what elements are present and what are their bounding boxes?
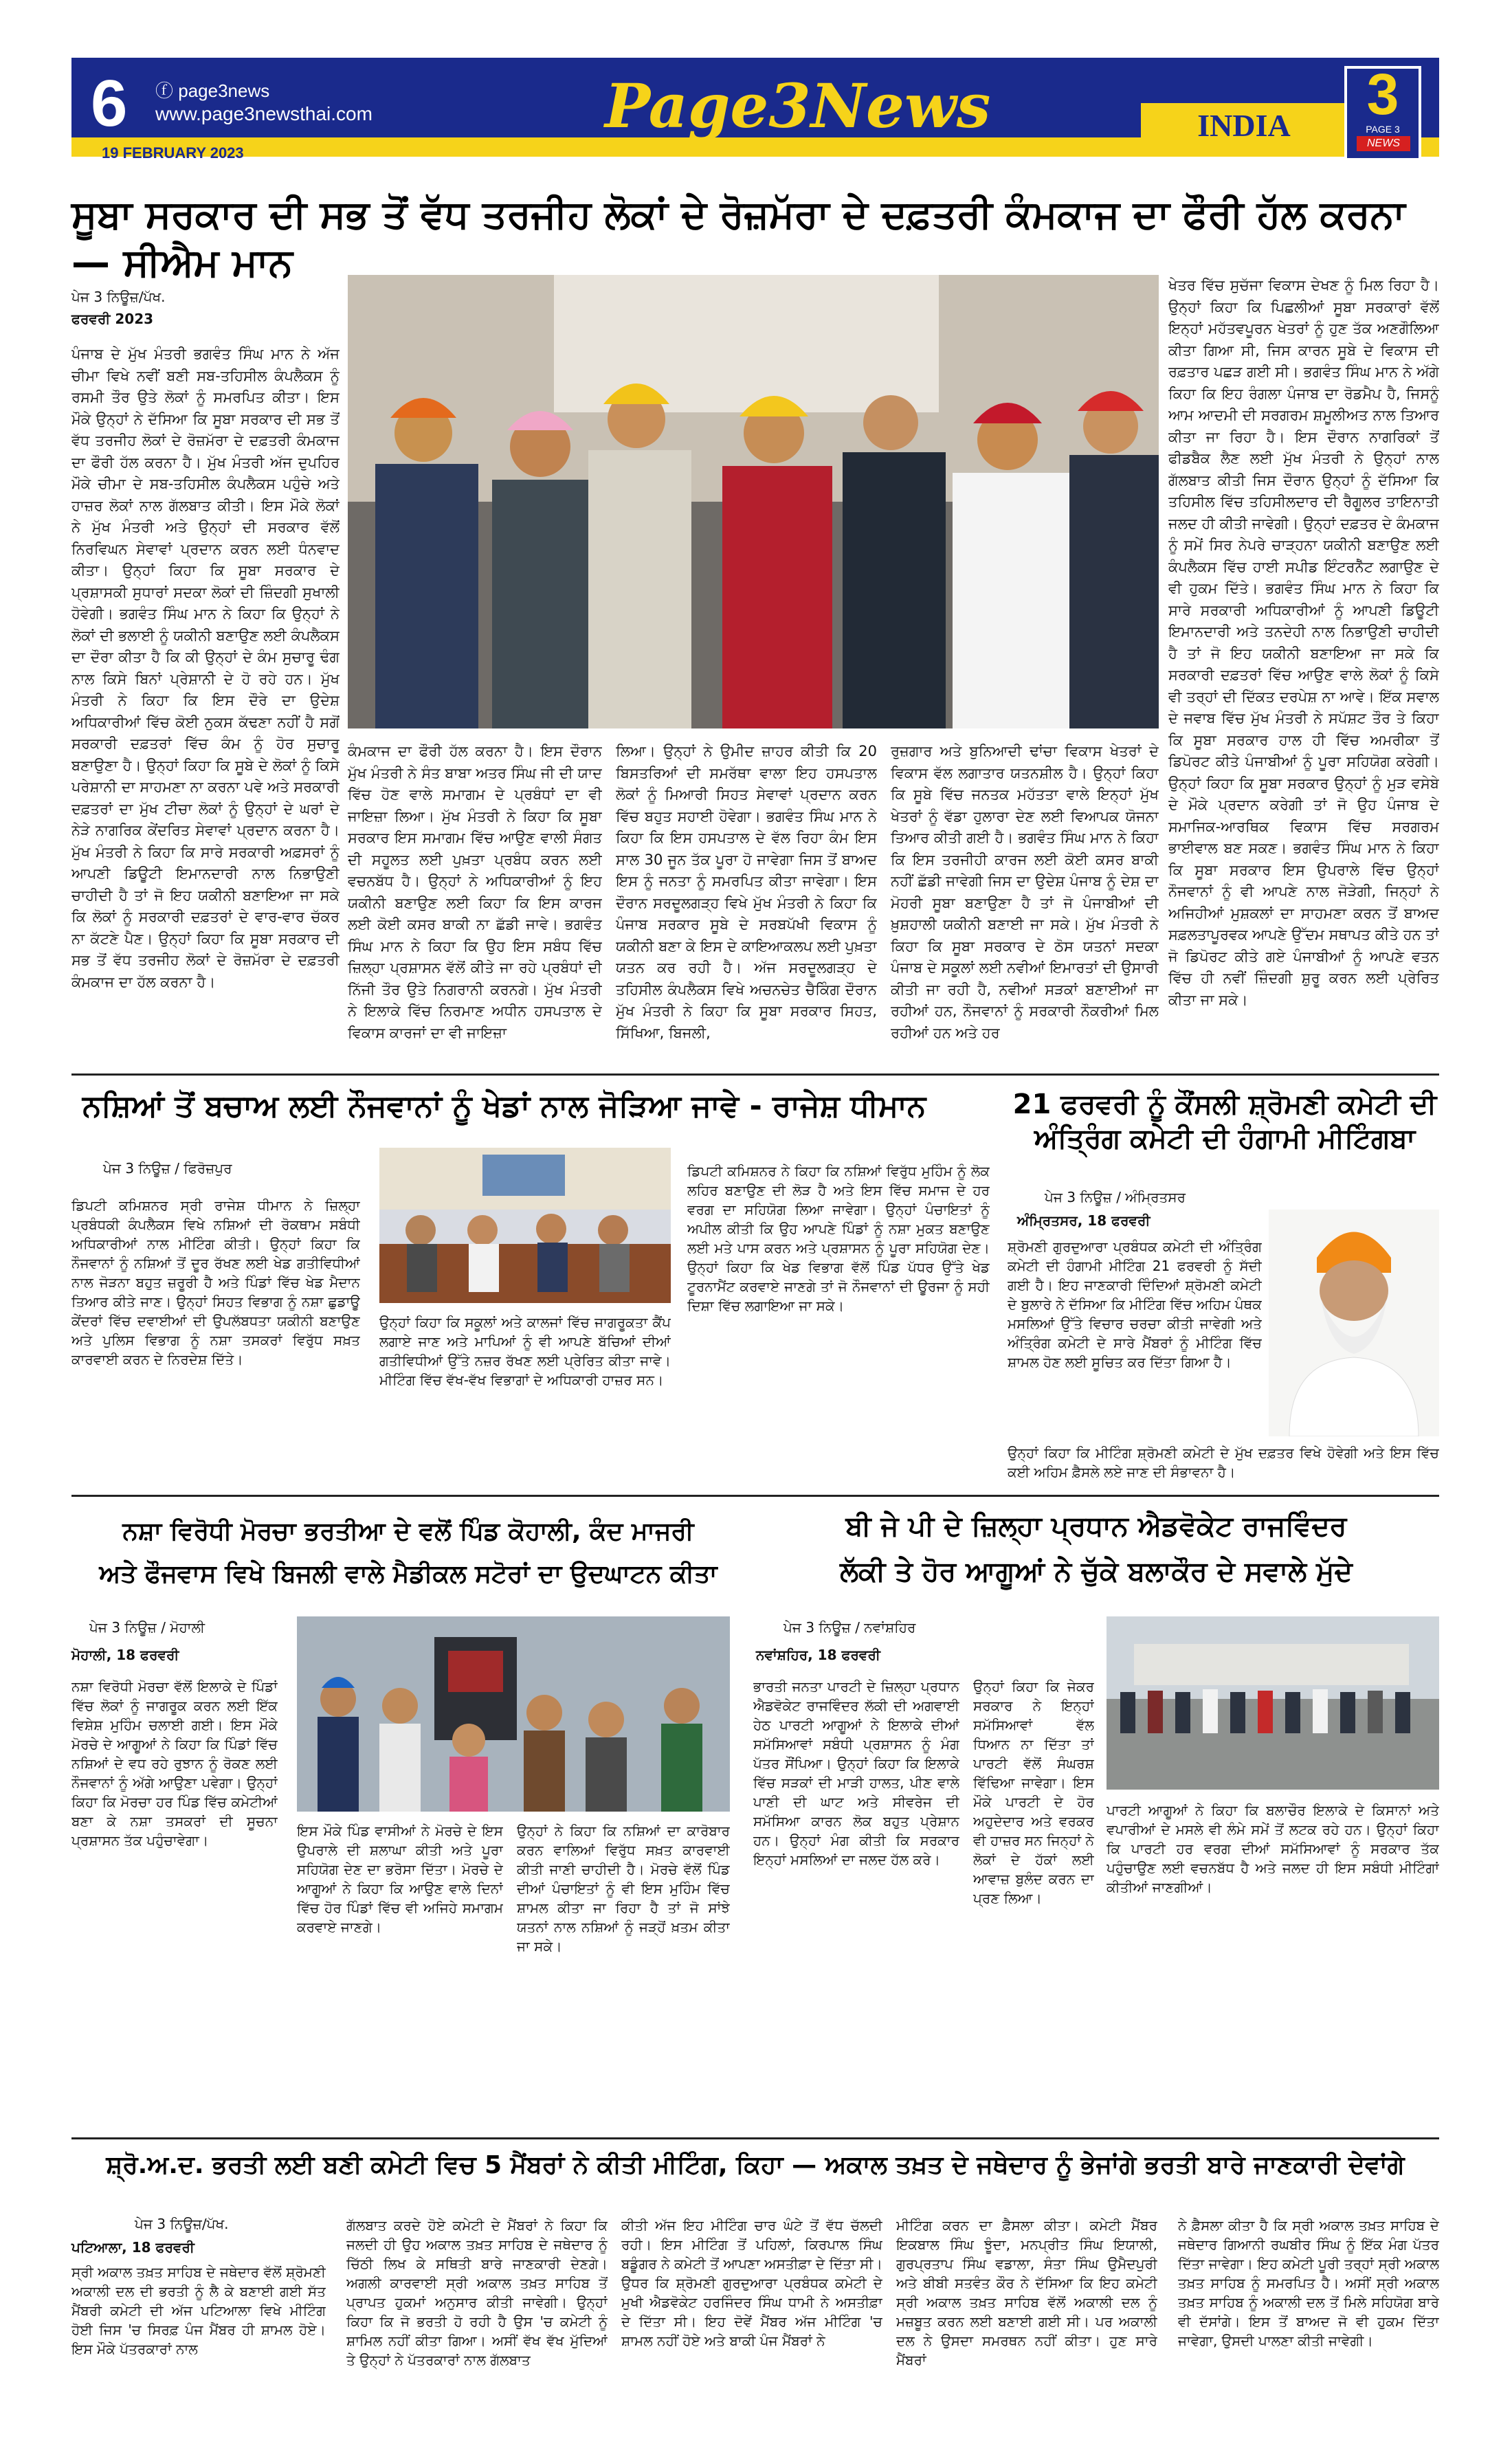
story2-column-2: ਉਨ੍ਹਾਂ ਕਿਹਾ ਕਿ ਸਕੂਲਾਂ ਅਤੇ ਕਾਲਜਾਂ ਵਿੱਚ ਜਾਗਰੂਕਤਾ ਕੈਂਪ ਲਗਾਏ ਜਾਣ ਅਤੇ ਮਾਪਿਆਂ ਨੂੰ ਵੀ ਆਪਣੇ ਬੱਚਿਆਂ ਦੀਆਂ ਗਤੀਵਿਧੀਆਂ ਉੱਤੇ ਨਜ਼ਰ ਰੱਖਣ ਲਈ ਪ੍ਰੇਰਿਤ ਕੀਤਾ ਜਾਵੇ। ਮੀਟਿੰਗ ਵਿੱਚ ਵੱਖ-ਵੱਖ ਵਿਭਾਗਾਂ ਦੇ ਅਧਿਕਾਰੀ ਹਾਜ਼ਰ ਸਨ। — [379, 1314, 671, 1388]
story2-column-3: ਡਿਪਟੀ ਕਮਿਸ਼ਨਰ ਨੇ ਕਿਹਾ ਕਿ ਨਸ਼ਿਆਂ ਵਿਰੁੱਧ ਮੁਹਿੰਮ ਨੂੰ ਲੋਕ ਲਹਿਰ ਬਣਾਉਣ ਦੀ ਲੋੜ ਹੈ ਅਤੇ ਇਸ ਵਿੱਚ ਸਮਾਜ ਦੇ ਹਰ ਵਰਗ ਦਾ ਸਹਿਯੋਗ ਲਿਆ ਜਾਵੇਗਾ। ਉਨ੍ਹਾਂ ਪੰਚਾਇਤਾਂ ਨੂੰ ਅਪੀਲ ਕੀਤੀ ਕਿ ਉਹ ਆਪਣੇ ਪਿੰਡਾਂ ਨੂੰ ਨਸ਼ਾ ਮੁਕਤ ਬਣਾਉਣ ਲਈ ਮਤੇ ਪਾਸ ਕਰਨ ਅਤੇ ਪ੍ਰਸ਼ਾਸਨ ਨੂੰ ਪੂਰਾ ਸਹਿਯੋਗ ਦੇਣ। ਉਨ੍ਹਾਂ ਕਿਹਾ ਕਿ ਖੇਡ ਵਿਭਾਗ ਵੱਲੋਂ ਪਿੰਡ ਪੱਧਰ ਉੱਤੇ ਖੇਡ ਟੂਰਨਾਮੈਂਟ ਕਰਵਾਏ ਜਾਣਗੇ ਤਾਂ ਜੋ ਨੌਜਵਾਨਾਂ ਦੀ ਊਰਜਾ ਨੂੰ ਸਹੀ ਦਿਸ਼ਾ ਵਿੱਚ ਲਗਾਇਆ ਜਾ ਸਕੇ। — [687, 1163, 990, 1314]
story1-column-3: ਲਿਆ। ਉਨ੍ਹਾਂ ਨੇ ਉਮੀਦ ਜ਼ਾਹਰ ਕੀਤੀ ਕਿ 20 ਬਿਸਤਰਿਆਂ ਦੀ ਸਮਰੱਥਾ ਵਾਲਾ ਇਹ ਹਸਪਤਾਲ ਲੋਕਾਂ ਨੂੰ ਮਿਆਰੀ ਸਿਹਤ ਸੇਵਾਵਾਂ ਪ੍ਰਦਾਨ ਕਰਨ ਵਿੱਚ ਬਹੁਤ ਸਹਾਈ ਹੋਵੇਗਾ। ਭਗਵੰਤ ਸਿੰਘ ਮਾਨ ਨੇ ਕਿਹਾ ਕਿ ਇਸ ਹਸਪਤਾਲ ਦੇ ਵੱਲ ਰਿਹਾ ਕੰਮ ਇਸ ਸਾਲ 30 ਜੂਨ ਤੱਕ ਪੂਰਾ ਹੋ ਜਾਵੇਗਾ ਜਿਸ ਤੋਂ ਬਾਅਦ ਇਸ ਨੂੰ ਜਨਤਾ ਨੂੰ ਸਮਰਪਿਤ ਕੀਤਾ ਜਾਵੇਗਾ। ਇਸ ਦੌਰਾਨ ਸਰਦੂਲਗੜ੍ਹ ਵਿਖੇ ਮੁੱਖ ਮੰਤਰੀ ਨੇ ਕਿਹਾ ਕਿ ਪੰਜਾਬ ਸਰਕਾਰ ਸੂਬੇ ਦੇ ਸਰਬਪੱਖੀ ਵਿਕਾਸ ਨੂੰ ਯਕੀਨੀ ਬਣਾ ਕੇ ਇਸ ਦੇ ਕਾਇਆਕਲਪ ਲਈ ਪੁਖ਼ਤਾ ਯਤਨ ਕਰ ਰਹੀ ਹੈ। ਅੱਜ ਸਰਦੂਲਗੜ੍ਹ ਦੇ ਤਹਿਸੀਲ ਕੰਪਲੈਕਸ ਵਿਖੇ ਅਚਨਚੇਤ ਚੈਕਿੰਗ ਦੌਰਾਨ ਮੁੱਖ ਮੰਤਰੀ ਨੇ ਕਿਹਾ ਕਿ ਸੂਬਾ ਸਰਕਾਰ ਸਿਹਤ, ਸਿੱਖਿਆ, ਬਿਜਲੀ, — [616, 743, 877, 1041]
story3-portrait-illustration — [1269, 1210, 1439, 1436]
story6-column-3: ਕੀਤੀ ਅੱਜ ਇਹ ਮੀਟਿੰਗ ਚਾਰ ਘੰਟੇ ਤੋਂ ਵੱਧ ਚੱਲਦੀ ਰਹੀ। ਇਸ ਮੀਟਿੰਗ ਤੋਂ ਪਹਿਲਾਂ, ਕਿਰਪਾਲ ਸਿੰਘ ਬਡੂੰਗਰ ਨੇ ਕਮੇਟੀ ਤੋਂ ਆਪਣਾ ਅਸਤੀਫ਼ਾ ਦੇ ਦਿੱਤਾ ਸੀ। ਉਧਰ ਕਿ ਸ਼੍ਰੋਮਣੀ ਗੁਰਦੁਆਰਾ ਪ੍ਰਬੰਧਕ ਕਮੇਟੀ ਦੇ ਮੁਖੀ ਐਡਵੋਕੇਟ ਹਰਜਿੰਦਰ ਸਿੰਘ ਧਾਮੀ ਨੇ ਅਸਤੀਫ਼ਾ ਦੇ ਦਿੱਤਾ ਸੀ। ਇਹ ਦੋਵੇਂ ਮੈਂਬਰ ਅੱਜ ਮੀਟਿੰਗ 'ਚ ਸ਼ਾਮਲ ਨਹੀਂ ਹੋਏ ਅਤੇ ਬਾਕੀ ਪੰਜ ਮੈਂਬਰਾਂ ਨੇ — [621, 2217, 882, 2349]
story2-divider — [71, 1495, 1439, 1497]
story4-column-3: ਉਨ੍ਹਾਂ ਨੇ ਕਿਹਾ ਕਿ ਨਸ਼ਿਆਂ ਦਾ ਕਾਰੋਬਾਰ ਕਰਨ ਵਾਲਿਆਂ ਵਿਰੁੱਧ ਸਖ਼ਤ ਕਾਰਵਾਈ ਕੀਤੀ ਜਾਣੀ ਚਾਹੀਦੀ ਹੈ। ਮੋਰਚੇ ਵੱਲੋਂ ਪਿੰਡ ਦੀਆਂ ਪੰਚਾਇਤਾਂ ਨੂੰ ਵੀ ਇਸ ਮੁਹਿੰਮ ਵਿੱਚ ਸ਼ਾਮਲ ਕੀਤਾ ਜਾ ਰਿਹਾ ਹੈ ਤਾਂ ਜੋ ਸਾਂਝੇ ਯਤਨਾਂ ਨਾਲ ਨਸ਼ਿਆਂ ਨੂੰ ਜੜ੍ਹੋਂ ਖ਼ਤਮ ਕੀਤਾ ਜਾ ਸਕੇ। — [517, 1823, 730, 1955]
story1-photo[interactable] — [348, 275, 1159, 728]
story5-byline: ਪੇਜ 3 ਨਿਊਜ਼ / ਨਵਾਂਸ਼ਹਿਰ — [783, 1619, 916, 1636]
story3-byline: ਪੇਜ 3 ਨਿਊਜ਼ / ਅੰਮ੍ਰਿਤਸਰ — [1045, 1189, 1186, 1205]
story1-column-1: ਪੰਜਾਬ ਦੇ ਮੁੱਖ ਮੰਤਰੀ ਭਗਵੰਤ ਸਿੰਘ ਮਾਨ ਨੇ ਅੱਜ ਚੀਮਾ ਵਿਖੇ ਨਵੀਂ ਬਣੀ ਸਬ-ਤਹਿਸੀਲ ਕੰਪਲੈਕਸ ਨੂੰ ਰਸਮੀ ਤੌਰ ਉਤੇ ਲੋਕਾਂ ਨੂੰ ਸਮਰਪਿਤ ਕੀਤਾ। ਇਸ ਮੌਕੇ ਉਨ੍ਹਾਂ ਨੇ ਦੱਸਿਆ ਕਿ ਸੂਬਾ ਸਰਕਾਰ ਦੀ ਸਭ ਤੋਂ ਵੱਧ ਤਰਜੀਹ ਲੋਕਾਂ ਦੇ ਰੋਜ਼ਮੱਰਾ ਦੇ ਦਫ਼ਤਰੀ ਕੰਮਕਾਜ ਦਾ ਫੌਰੀ ਹੱਲ ਕਰਨਾ ਹੈ। ਮੁੱਖ ਮੰਤਰੀ ਅੱਜ ਦੁਪਹਿਰ ਮੌਕੇ ਚੀਮਾ ਦੇ ਸਬ-ਤਹਿਸੀਲ ਕੰਪਲੈਕਸ ਪਹੁੰਚੇ ਅਤੇ ਹਾਜ਼ਰ ਲੋਕਾਂ ਨਾਲ ਗੱਲਬਾਤ ਕੀਤੀ। ਇਸ ਮੌਕੇ ਲੋਕਾਂ ਨੇ ਮੁੱਖ ਮੰਤਰੀ ਅਤੇ ਉਨ੍ਹਾਂ ਦੀ ਸਰਕਾਰ ਵੱਲੋਂ ਨਿਰਵਿਘਨ ਸੇਵਾਵਾਂ ਪ੍ਰਦਾਨ ਕਰਨ ਲਈ ਧੰਨਵਾਦ ਕੀਤਾ। ਉਨ੍ਹਾਂ ਕਿਹਾ ਕਿ ਸੂਬਾ ਸਰਕਾਰ ਦੇ ਪ੍ਰਸ਼ਾਸਕੀ ਸੁਧਾਰਾਂ ਸਦਕਾ ਲੋਕਾਂ ਦੀ ਜ਼ਿੰਦਗੀ ਸੁਖਾਲੀ ਹੋਵੇਗੀ। ਭਗਵੰਤ ਸਿੰਘ ਮਾਨ ਨੇ ਕਿਹਾ ਕਿ ਉਨ੍ਹਾਂ ਨੇ ਲੋਕਾਂ ਦੀ ਭਲਾਈ ਨੂੰ ਯਕੀਨੀ ਬਣਾਉਣ ਲਈ ਕੰਪਲੈਕਸ ਦਾ ਦੌਰਾ ਕੀਤਾ ਹੈ ਕਿ ਕੀ ਉਨ੍ਹਾਂ ਦੇ ਕੰਮ ਸੁਚਾਰੂ ਢੰਗ ਨਾਲ ਕਿਸੇ ਬਿਨਾਂ ਪ੍ਰੇਸ਼ਾਨੀ ਦੇ ਹੋ ਰਹੇ ਹਨ। ਮੁੱਖ ਮੰਤਰੀ ਨੇ ਕਿਹਾ ਕਿ ਇਸ ਦੌਰੇ ਦਾ ਉਦੇਸ਼ ਅਧਿਕਾਰੀਆਂ ਵਿੱਚ ਕੋਈ ਨੁਕਸ ਕੱਢਣਾ ਨਹੀਂ ਹੈ ਸਗੋਂ ਸਰਕਾਰੀ ਦਫ਼ਤਰਾਂ ਵਿੱਚ ਕੰਮ ਨੂੰ ਹੋਰ ਸੁਚਾਰੂ ਬਣਾਉਣਾ ਹੈ। ਉਨ੍ਹਾਂ ਕਿਹਾ ਕਿ ਸੂਬੇ ਦੇ ਲੋਕਾਂ ਨੂੰ ਕਿਸੇ ਪਰੇਸ਼ਾਨੀ ਦਾ ਸਾਹਮਣਾ ਨਾ ਕਰਨਾ ਪਵੇ ਅਤੇ ਸਰਕਾਰੀ ਦਫ਼ਤਰਾਂ ਦਾ ਮੁੱਖ ਟੀਚਾ ਲੋਕਾਂ ਨੂੰ ਉਨ੍ਹਾਂ ਦੇ ਘਰਾਂ ਦੇ ਨੇੜੇ ਨਾਗਰਿਕ ਕੇਂਦਰਿਤ ਸੇਵਾਵਾਂ ਪ੍ਰਦਾਨ ਕਰਨਾ ਹੈ। ਮੁੱਖ ਮੰਤਰੀ ਨੇ ਕਿਹਾ ਕਿ ਸਾਰੇ ਸਰਕਾਰੀ ਅਫ਼ਸਰਾਂ ਨੂੰ ਆਪਣੀ ਡਿਊਟੀ ਇਮਾਨਦਾਰੀ ਨਾਲ ਨਿਭਾਉਣੀ ਚਾਹੀਦੀ ਹੈ ਤਾਂ ਜੋ ਇਹ ਯਕੀਨੀ ਬਣਾਇਆ ਜਾ ਸਕੇ ਕਿ ਲੋਕਾਂ ਨੂੰ ਸਰਕਾਰੀ ਦਫ਼ਤਰਾਂ ਦੇ ਵਾਰ-ਵਾਰ ਚੱਕਰ ਨਾ ਕੱਟਣੇ ਪੈਣ। ਉਨ੍ਹਾਂ ਕਿਹਾ ਕਿ ਸੂਬਾ ਸਰਕਾਰ ਦੀ ਸਭ ਤੋਂ ਵੱਧ ਤਰਜੀਹ ਲੋਕਾਂ ਦੇ ਰੋਜ਼ਮੱਰਾ ਦੇ ਦਫ਼ਤਰੀ ਕੰਮਕਾਜ ਦਾ ਹੱਲ ਕਰਨਾ ਹੈ। — [71, 346, 340, 990]
story5-column-1: ਭਾਰਤੀ ਜਨਤਾ ਪਾਰਟੀ ਦੇ ਜ਼ਿਲ੍ਹਾ ਪ੍ਰਧਾਨ ਐਡਵੋਕੇਟ ਰਾਜਵਿੰਦਰ ਲੱਕੀ ਦੀ ਅਗਵਾਈ ਹੇਠ ਪਾਰਟੀ ਆਗੂਆਂ ਨੇ ਇਲਾਕੇ ਦੀਆਂ ਸਮੱਸਿਆਵਾਂ ਸਬੰਧੀ ਪ੍ਰਸ਼ਾਸਨ ਨੂੰ ਮੰਗ ਪੱਤਰ ਸੌਂਪਿਆ। ਉਨ੍ਹਾਂ ਕਿਹਾ ਕਿ ਇਲਾਕੇ ਵਿੱਚ ਸੜਕਾਂ ਦੀ ਮਾੜੀ ਹਾਲਤ, ਪੀਣ ਵਾਲੇ ਪਾਣੀ ਦੀ ਘਾਟ ਅਤੇ ਸੀਵਰੇਜ ਦੀ ਸਮੱਸਿਆ ਕਾਰਨ ਲੋਕ ਬਹੁਤ ਪ੍ਰੇਸ਼ਾਨ ਹਨ। ਉਨ੍ਹਾਂ ਮੰਗ ਕੀਤੀ ਕਿ ਸਰਕਾਰ ਇਨ੍ਹਾਂ ਮਸਲਿਆਂ ਦਾ ਜਲਦ ਹੱਲ ਕਰੇ। — [753, 1678, 959, 1868]
logo-news-tag: NEWS — [1357, 136, 1410, 151]
page-number: 6 — [91, 67, 128, 140]
story4-byline: ਪੇਜ 3 ਨਿਊਜ਼ / ਮੋਹਾਲੀ — [89, 1619, 205, 1636]
story1-dateline: ਫਰਵਰੀ 2023 — [71, 311, 154, 327]
story5-column-2: ਉਨ੍ਹਾਂ ਕਿਹਾ ਕਿ ਜੇਕਰ ਸਰਕਾਰ ਨੇ ਇਨ੍ਹਾਂ ਸਮੱਸਿਆਵਾਂ ਵੱਲ ਧਿਆਨ ਨਾ ਦਿੱਤਾ ਤਾਂ ਪਾਰਟੀ ਵੱਲੋਂ ਸੰਘਰਸ਼ ਵਿੱਢਿਆ ਜਾਵੇਗਾ। ਇਸ ਮੌਕੇ ਪਾਰਟੀ ਦੇ ਹੋਰ ਅਹੁਦੇਦਾਰ ਅਤੇ ਵਰਕਰ ਵੀ ਹਾਜ਼ਰ ਸਨ ਜਿਨ੍ਹਾਂ ਨੇ ਲੋਕਾਂ ਦੇ ਹੱਕਾਂ ਲਈ ਆਵਾਜ਼ ਬੁਲੰਦ ਕਰਨ ਦਾ ਪ੍ਰਣ ਲਿਆ। — [973, 1678, 1094, 1906]
story6-byline: ਪੇਜ 3 ਨਿਊਜ਼/ਪੱਖ. — [135, 2216, 229, 2232]
story5-column-3: ਪਾਰਟੀ ਆਗੂਆਂ ਨੇ ਕਿਹਾ ਕਿ ਬਲਾਚੌਰ ਇਲਾਕੇ ਦੇ ਕਿਸਾਨਾਂ ਅਤੇ ਵਪਾਰੀਆਂ ਦੇ ਮਸਲੇ ਵੀ ਲੰਮੇ ਸਮੇਂ ਤੋਂ ਲਟਕ ਰਹੇ ਹਨ। ਉਨ੍ਹਾਂ ਕਿਹਾ ਕਿ ਪਾਰਟੀ ਹਰ ਵਰਗ ਦੀਆਂ ਸਮੱਸਿਆਵਾਂ ਨੂੰ ਸਰਕਾਰ ਤੱਕ ਪਹੁੰਚਾਉਣ ਲਈ ਵਚਨਬੱਧ ਹੈ ਅਤੇ ਜਲਦ ਹੀ ਇਸ ਸਬੰਧੀ ਮੀਟਿੰਗਾਂ ਕੀਤੀਆਂ ਜਾਣਗੀਆਂ। — [1107, 1802, 1439, 1895]
story6-dateline: ਪਟਿਆਲਾ, 18 ਫਰਵਰੀ — [71, 2239, 194, 2256]
story5-dateline: ਨਵਾਂਸ਼ਹਿਰ, 18 ਫਰਵਰੀ — [756, 1647, 880, 1663]
story6-column-2: ਗੱਲਬਾਤ ਕਰਦੇ ਹੋਏ ਕਮੇਟੀ ਦੇ ਮੈਂਬਰਾਂ ਨੇ ਕਿਹਾ ਕਿ ਜਲਦੀ ਹੀ ਉਹ ਅਕਾਲ ਤਖ਼ਤ ਸਾਹਿਬ ਦੇ ਜਥੇਦਾਰ ਨੂੰ ਚਿੱਠੀ ਲਿਖ ਕੇ ਸਥਿਤੀ ਬਾਰੇ ਜਾਣਕਾਰੀ ਦੇਣਗੇ। ਅਗਲੀ ਕਾਰਵਾਈ ਸ੍ਰੀ ਅਕਾਲ ਤਖ਼ਤ ਸਾਹਿਬ ਤੋਂ ਪ੍ਰਾਪਤ ਹੁਕਮਾਂ ਅਨੁਸਾਰ ਕੀਤੀ ਜਾਵੇਗੀ। ਉਨ੍ਹਾਂ ਕਿਹਾ ਕਿ ਜੋ ਭਰਤੀ ਹੋ ਰਹੀ ਹੈ ਉਸ 'ਚ ਕਮੇਟੀ ਨੂੰ ਸ਼ਾਮਿਲ ਨਹੀਂ ਕੀਤਾ ਗਿਆ। ਅਸੀਂ ਵੱਖ ਵੱਖ ਮੁੱਦਿਆਂ ਤੇ ਉਨ੍ਹਾਂ ਨੇ ਪੱਤਰਕਾਰਾਂ ਨਾਲ ਗੱਲਬਾਤ — [346, 2217, 608, 2368]
story1-photo-illustration — [348, 275, 1159, 728]
story2-byline: ਪੇਜ 3 ਨਿਊਜ਼ / ਫਿਰੋਜ਼ਪੁਰ — [103, 1160, 232, 1177]
story1-byline: ਪੇਜ 3 ਨਿਊਜ਼/ਪੱਖ. — [71, 289, 166, 305]
website-link[interactable]: www.page3newsthai.com — [155, 103, 373, 124]
social-handle[interactable]: ⓕ page3news — [155, 80, 270, 101]
story3-column-2: ਉਨ੍ਹਾਂ ਕਿਹਾ ਕਿ ਮੀਟਿੰਗ ਸ਼੍ਰੋਮਣੀ ਕਮੇਟੀ ਦੇ ਮੁੱਖ ਦਫ਼ਤਰ ਵਿਖੇ ਹੋਵੇਗੀ ਅਤੇ ਇਸ ਵਿੱਚ ਕਈ ਅਹਿਮ ਫ਼ੈਸਲੇ ਲਏ ਜਾਣ ਦੀ ਸੰਭਾਵਨਾ ਹੈ। — [1008, 1445, 1439, 1480]
facebook-icon: ⓕ — [155, 80, 179, 101]
story5-photo-illustration — [1107, 1616, 1439, 1790]
story3-dateline: ਅੰਮ੍ਰਿਤਸਰ, 18 ਫਰਵਰੀ — [1017, 1212, 1150, 1229]
story6-column-5: ਨੇ ਫ਼ੈਸਲਾ ਕੀਤਾ ਹੈ ਕਿ ਸ੍ਰੀ ਅਕਾਲ ਤਖ਼ਤ ਸਾਹਿਬ ਦੇ ਜਥੇਦਾਰ ਗਿਆਨੀ ਰਘਬੀਰ ਸਿੰਘ ਨੂੰ ਇੱਕ ਮੰਗ ਪੱਤਰ ਦਿੱਤਾ ਜਾਵੇਗਾ। ਇਹ ਕਮੇਟੀ ਪੂਰੀ ਤਰ੍ਹਾਂ ਸ੍ਰੀ ਅਕਾਲ ਤਖ਼ਤ ਸਾਹਿਬ ਨੂੰ ਸਮਰਪਿਤ ਹੈ। ਅਸੀਂ ਸ੍ਰੀ ਅਕਾਲ ਤਖ਼ਤ ਸਾਹਿਬ ਨੂੰ ਅਕਾਲੀ ਦਲ ਤੋਂ ਮਿਲੇ ਸਹਿਯੋਗ ਬਾਰੇ ਵੀ ਦੱਸਾਂਗੇ। ਇਸ ਤੋਂ ਬਾਅਦ ਜੋ ਵੀ ਹੁਕਮ ਦਿੱਤਾ ਜਾਵੇਗਾ, ਉਸਦੀ ਪਾਲਣਾ ਕੀਤੀ ਜਾਵੇਗੀ। — [1178, 2217, 1439, 2349]
story2-headline[interactable]: ਨਸ਼ਿਆਂ ਤੋਂ ਬਚਾਅ ਲਈ ਨੌਜਵਾਨਾਂ ਨੂੰ ਖੇਡਾਂ ਨਾਲ ਜੋੜਿਆ ਜਾਵੇ - ਰਾਜੇਸ਼ ਧੀਮਾਨ — [82, 1089, 926, 1124]
story1-column-4: ਰੁਜ਼ਗਾਰ ਅਤੇ ਬੁਨਿਆਦੀ ਢਾਂਚਾ ਵਿਕਾਸ ਖੇਤਰਾਂ ਦੇ ਵਿਕਾਸ ਵੱਲ ਲਗਾਤਾਰ ਯਤਨਸ਼ੀਲ ਹੈ। ਉਨ੍ਹਾਂ ਕਿਹਾ ਕਿ ਸੂਬੇ ਵਿੱਚ ਜਨਤਕ ਮਹੱਤਤਾ ਵਾਲੇ ਇਨ੍ਹਾਂ ਮੁੱਖ ਖੇਤਰਾਂ ਨੂੰ ਵੱਡਾ ਹੁਲਾਰਾ ਦੇਣ ਲਈ ਵਿਆਪਕ ਯੋਜਨਾ ਤਿਆਰ ਕੀਤੀ ਗਈ ਹੈ। ਭਗਵੰਤ ਸਿੰਘ ਮਾਨ ਨੇ ਕਿਹਾ ਕਿ ਇਸ ਤਰਜੀਹੀ ਕਾਰਜ ਲਈ ਕੋਈ ਕਸਰ ਬਾਕੀ ਨਹੀਂ ਛੱਡੀ ਜਾਵੇਗੀ ਜਿਸ ਦਾ ਉਦੇਸ਼ ਪੰਜਾਬ ਨੂੰ ਦੇਸ਼ ਦਾ ਮੋਹਰੀ ਸੂਬਾ ਬਣਾਉਣਾ ਹੈ ਤਾਂ ਜੋ ਪੰਜਾਬੀਆਂ ਦੀ ਖ਼ੁਸ਼ਹਾਲੀ ਯਕੀਨੀ ਬਣਾਈ ਜਾ ਸਕੇ। ਮੁੱਖ ਮੰਤਰੀ ਨੇ ਕਿਹਾ ਕਿ ਸੂਬਾ ਸਰਕਾਰ ਦੇ ਠੋਸ ਯਤਨਾਂ ਸਦਕਾ ਪੰਜਾਬ ਦੇ ਸਕੂਲਾਂ ਲਈ ਨਵੀਆਂ ਇਮਾਰਤਾਂ ਦੀ ਉਸਾਰੀ ਕੀਤੀ ਜਾ ਰਹੀ ਹੈ, ਨਵੀਆਂ ਸੜਕਾਂ ਬਣਾਈਆਂ ਜਾ ਰਹੀਆਂ ਹਨ, ਨੌਜਵਾਨਾਂ ਨੂੰ ਸਰਕਾਰੀ ਨੌਕਰੀਆਂ ਮਿਲ ਰਹੀਆਂ ਹਨ ਅਤੇ ਹਰ — [891, 743, 1159, 1041]
story3-portrait[interactable] — [1269, 1210, 1439, 1436]
story1-headline[interactable]: ਸੂਬਾ ਸਰਕਾਰ ਦੀ ਸਭ ਤੋਂ ਵੱਧ ਤਰਜੀਹ ਲੋਕਾਂ ਦੇ ਰੋਜ਼ਮੱਰਾ ਦੇ ਦਫ਼ਤਰੀ ਕੰਮਕਾਜ ਦਾ ਫੌਰੀ ਹੱਲ ਕਰਨਾ— ਸੀਐਮ ਮਾਨ — [71, 192, 1405, 285]
story4-headline-line1[interactable]: ਨਸ਼ਾ ਵਿਰੋਧੀ ਮੋਰਚਾ ਭਰਤੀਆ ਦੇ ਵਲੋਂ ਪਿੰਡ ਕੋਹਾਲੀ, ਕੰਦ ਮਾਜਰੀ — [122, 1517, 694, 1546]
story4-photo[interactable] — [297, 1616, 730, 1812]
story3-headline[interactable]: 21 ਫਰਵਰੀ ਨੂੰ ਕੌਂਸਲੀ ਸ਼੍ਰੋਮਣੀ ਕਮੇਟੀ ਦੀ ਅੰਤ੍ਰਿੰਗ ਕਮੇਟੀ ਦੀ ਹੰਗਾਮੀ ਮੀਟਿੰਗਬਾ — [1012, 1089, 1437, 1155]
brand-logo-text: Page3News — [605, 70, 991, 142]
story4-column-2: ਇਸ ਮੌਕੇ ਪਿੰਡ ਵਾਸੀਆਂ ਨੇ ਮੋਰਚੇ ਦੇ ਇਸ ਉਪਰਾਲੇ ਦੀ ਸ਼ਲਾਘਾ ਕੀਤੀ ਅਤੇ ਪੂਰਾ ਸਹਿਯੋਗ ਦੇਣ ਦਾ ਭਰੋਸਾ ਦਿੱਤਾ। ਮੋਰਚੇ ਦੇ ਆਗੂਆਂ ਨੇ ਕਿਹਾ ਕਿ ਆਉਣ ਵਾਲੇ ਦਿਨਾਂ ਵਿੱਚ ਹੋਰ ਪਿੰਡਾਂ ਵਿੱਚ ਵੀ ਅਜਿਹੇ ਸਮਾਗਮ ਕਰਵਾਏ ਜਾਣਗੇ। — [297, 1823, 503, 1935]
story5-headline-line2[interactable]: ਲੱਕੀ ਤੇ ਹੋਰ ਆਗੂਆਂ ਨੇ ਚੁੱਕੇ ਬਲਾਕੌਰ ਦੇ ਸਵਾਲੇ ਮੁੱਦੇ — [840, 1556, 1353, 1588]
story4-photo-illustration — [297, 1616, 730, 1812]
story1-column-5: ਖੇਤਰ ਵਿੱਚ ਸੁਚੱਜਾ ਵਿਕਾਸ ਦੇਖਣ ਨੂੰ ਮਿਲ ਰਿਹਾ ਹੈ। ਉਨ੍ਹਾਂ ਕਿਹਾ ਕਿ ਪਿਛਲੀਆਂ ਸੂਬਾ ਸਰਕਾਰਾਂ ਵੱਲੋਂ ਇਨ੍ਹਾਂ ਮਹੱਤਵਪੂਰਨ ਖੇਤਰਾਂ ਨੂੰ ਹੁਣ ਤੱਕ ਅਣਗੌਲਿਆ ਕੀਤਾ ਗਿਆ ਸੀ, ਜਿਸ ਕਾਰਨ ਸੂਬੇ ਦੇ ਵਿਕਾਸ ਦੀ ਰਫ਼ਤਾਰ ਪਛੜ ਗਈ ਸੀ। ਭਗਵੰਤ ਸਿੰਘ ਮਾਨ ਨੇ ਅੱਗੇ ਕਿਹਾ ਕਿ ਇਹ ਰੰਗਲਾ ਪੰਜਾਬ ਦਾ ਰੋਡਮੈਪ ਹੈ, ਜਿਸਨੂੰ ਆਮ ਆਦਮੀ ਦੀ ਸਰਗਰਮ ਸ਼ਮੂਲੀਅਤ ਨਾਲ ਤਿਆਰ ਕੀਤਾ ਜਾ ਰਿਹਾ ਹੈ। ਇਸ ਦੌਰਾਨ ਨਾਗਰਿਕਾਂ ਤੋਂ ਫੀਡਬੈਕ ਲੈਣ ਲਈ ਮੁੱਖ ਮੰਤਰੀ ਨੇ ਉਨ੍ਹਾਂ ਨਾਲ ਗੱਲਬਾਤ ਕੀਤੀ ਜਿਸ ਦੌਰਾਨ ਉਨ੍ਹਾਂ ਨੂੰ ਦੱਸਿਆ ਕਿ ਤਹਿਸੀਲ ਵਿੱਚ ਤਹਿਸੀਲਦਾਰ ਦੀ ਰੈਗੂਲਰ ਤਾਇਨਾਤੀ ਜਲਦ ਹੀ ਕੀਤੀ ਜਾਵੇਗੀ। ਉਨ੍ਹਾਂ ਦਫ਼ਤਰ ਦੇ ਕੰਮਕਾਜ ਨੂੰ ਸਮੇਂ ਸਿਰ ਨੇਪਰੇ ਚਾੜ੍ਹਨਾ ਯਕੀਨੀ ਬਣਾਉਣ ਲਈ ਕੰਪਲੈਕਸ ਵਿੱਚ ਹਾਈ ਸਪੀਡ ਇੰਟਰਨੈੱਟ ਲਗਾਉਣ ਦੇ ਵੀ ਹੁਕਮ ਦਿੱਤੇ। ਭਗਵੰਤ ਸਿੰਘ ਮਾਨ ਨੇ ਕਿਹਾ ਕਿ ਸਾਰੇ ਸਰਕਾਰੀ ਅਧਿਕਾਰੀਆਂ ਨੂੰ ਆਪਣੀ ਡਿਊਟੀ ਇਮਾਨਦਾਰੀ ਅਤੇ ਤਨਦੇਹੀ ਨਾਲ ਨਿਭਾਉਣੀ ਚਾਹੀਦੀ ਹੈ ਤਾਂ ਜੋ ਇਹ ਯਕੀਨੀ ਬਣਾਇਆ ਜਾ ਸਕੇ ਕਿ ਸਰਕਾਰੀ ਦਫ਼ਤਰਾਂ ਵਿੱਚ ਆਉਣ ਵਾਲੇ ਲੋਕਾਂ ਨੂੰ ਕਿਸੇ ਵੀ ਤਰ੍ਹਾਂ ਦੀ ਦਿੱਕਤ ਦਰਪੇਸ਼ ਨਾ ਆਵੇ। ਇੱਕ ਸਵਾਲ ਦੇ ਜਵਾਬ ਵਿੱਚ ਮੁੱਖ ਮੰਤਰੀ ਨੇ ਸਪੱਸ਼ਟ ਤੌਰ ਤੇ ਕਿਹਾ ਕਿ ਸੂਬਾ ਸਰਕਾਰ ਹਾਲ ਹੀ ਵਿੱਚ ਅਮਰੀਕਾ ਤੋਂ ਡਿਪੋਰਟ ਕੀਤੇ ਪੰਜਾਬੀਆਂ ਨੂੰ ਪੂਰਾ ਸਹਿਯੋਗ ਕਰੇਗੀ। ਉਨ੍ਹਾਂ ਕਿਹਾ ਕਿ ਸੂਬਾ ਸਰਕਾਰ ਉਨ੍ਹਾਂ ਨੂੰ ਮੁੜ ਵਸੇਬੇ ਦੇ ਮੌਕੇ ਪ੍ਰਦਾਨ ਕਰੇਗੀ ਤਾਂ ਜੋ ਉਹ ਪੰਜਾਬ ਦੇ ਸਮਾਜਿਕ-ਆਰਥਿਕ ਵਿਕਾਸ ਵਿੱਚ ਸਰਗਰਮ ਭਾਈਵਾਲ ਬਣ ਸਕਣ। ਭਗਵੰਤ ਸਿੰਘ ਮਾਨ ਨੇ ਕਿਹਾ ਕਿ ਸੂਬਾ ਸਰਕਾਰ ਇਸ ਉਪਰਾਲੇ ਵਿੱਚ ਉਨ੍ਹਾਂ ਨੌਜਵਾਨਾਂ ਨੂੰ ਵੀ ਆਪਣੇ ਨਾਲ ਜੋੜੇਗੀ, ਜਿਨ੍ਹਾਂ ਨੇ ਅਜਿਹੀਆਂ ਮੁਸ਼ਕਲਾਂ ਦਾ ਸਾਹਮਣਾ ਕਰਨ ਤੋਂ ਬਾਅਦ ਸਫ਼ਲਤਾਪੂਰਵਕ ਆਪਣੇ ਉੱਦਮ ਸਥਾਪਤ ਕੀਤੇ ਹਨ ਤਾਂ ਜੋ ਡਿਪੋਰਟ ਕੀਤੇ ਗਏ ਪੰਜਾਬੀਆਂ ਨੂੰ ਆਪਣੇ ਵਤਨ ਵਿੱਚ ਹੀ ਨਵੀਂ ਜ਼ਿੰਦਗੀ ਸ਼ੁਰੂ ਕਰਨ ਲਈ ਪ੍ਰੇਰਿਤ ਕੀਤਾ ਜਾ ਸਕੇ। — [1168, 277, 1439, 1008]
story6-column-4: ਮੀਟਿੰਗ ਕਰਨ ਦਾ ਫ਼ੈਸਲਾ ਕੀਤਾ। ਕਮੇਟੀ ਮੈਂਬਰ ਇਕਬਾਲ ਸਿੰਘ ਝੂੰਦਾ, ਮਨਪ੍ਰੀਤ ਸਿੰਘ ਇਯਾਲੀ, ਗੁਰਪ੍ਰਤਾਪ ਸਿੰਘ ਵਡਾਲਾ, ਸੰਤਾ ਸਿੰਘ ਉਮੈਦਪੁਰੀ ਅਤੇ ਬੀਬੀ ਸਤਵੰਤ ਕੌਰ ਨੇ ਦੱਸਿਆ ਕਿ ਇਹ ਕਮੇਟੀ ਸ੍ਰੀ ਅਕਾਲ ਤਖ਼ਤ ਸਾਹਿਬ ਵੱਲੋਂ ਅਕਾਲੀ ਦਲ ਨੂੰ ਮਜ਼ਬੂਤ ਕਰਨ ਲਈ ਬਣਾਈ ਗਈ ਸੀ। ਪਰ ਅਕਾਲੀ ਦਲ ਨੇ ਉਸਦਾ ਸਮਰਥਨ ਨਹੀਂ ਕੀਤਾ। ਹੁਣ ਸਾਰੇ ਮੈਂਬਰਾਂ — [896, 2217, 1157, 2368]
story1-divider — [71, 1073, 1439, 1076]
story5-photo[interactable] — [1107, 1616, 1439, 1790]
story4-headline-line2[interactable]: ਅਤੇ ਫੌਜਵਾਸ ਵਿਖੇ ਬਿਜਲੀ ਵਾਲੇ ਮੈਡੀਕਲ ਸਟੋਰਾਂ ਦਾ ਉਦਘਾਟਨ ਕੀਤਾ — [99, 1560, 718, 1588]
story2-photo-illustration — [379, 1148, 671, 1303]
story3-column-1: ਸ਼੍ਰੋਮਣੀ ਗੁਰਦੁਆਰਾ ਪ੍ਰਬੰਧਕ ਕਮੇਟੀ ਦੀ ਅੰਤ੍ਰਿੰਗ ਕਮੇਟੀ ਦੀ ਹੰਗਾਮੀ ਮੀਟਿੰਗ 21 ਫਰਵਰੀ ਨੂੰ ਸੱਦੀ ਗਈ ਹੈ। ਇਹ ਜਾਣਕਾਰੀ ਦਿੰਦਿਆਂ ਸ਼੍ਰੋਮਣੀ ਕਮੇਟੀ ਦੇ ਬੁਲਾਰੇ ਨੇ ਦੱਸਿਆ ਕਿ ਮੀਟਿੰਗ ਵਿੱਚ ਅਹਿਮ ਪੰਥਕ ਮਸਲਿਆਂ ਉੱਤੇ ਵਿਚਾਰ ਚਰਚਾ ਕੀਤੀ ਜਾਵੇਗੀ ਅਤੇ ਅੰਤ੍ਰਿੰਗ ਕਮੇਟੀ ਦੇ ਸਾਰੇ ਮੈਂਬਰਾਂ ਨੂੰ ਮੀਟਿੰਗ ਵਿੱਚ ਸ਼ਾਮਲ ਹੋਣ ਲਈ ਸੂਚਿਤ ਕਰ ਦਿੱਤਾ ਗਿਆ ਹੈ। — [1008, 1238, 1262, 1370]
logo-page-text: PAGE 3 — [1366, 124, 1400, 135]
story2-column-1: ਡਿਪਟੀ ਕਮਿਸ਼ਨਰ ਸ੍ਰੀ ਰਾਜੇਸ਼ ਧੀਮਾਨ ਨੇ ਜ਼ਿਲ੍ਹਾ ਪ੍ਰਬੰਧਕੀ ਕੰਪਲੈਕਸ ਵਿਖੇ ਨਸ਼ਿਆਂ ਦੀ ਰੋਕਥਾਮ ਸਬੰਧੀ ਅਧਿਕਾਰੀਆਂ ਨਾਲ ਮੀਟਿੰਗ ਕੀਤੀ। ਉਨ੍ਹਾਂ ਕਿਹਾ ਕਿ ਨੌਜਵਾਨਾਂ ਨੂੰ ਨਸ਼ਿਆਂ ਤੋਂ ਦੂਰ ਰੱਖਣ ਲਈ ਖੇਡ ਗਤੀਵਿਧੀਆਂ ਨਾਲ ਜੋੜਨਾ ਬਹੁਤ ਜ਼ਰੂਰੀ ਹੈ ਅਤੇ ਪਿੰਡਾਂ ਵਿੱਚ ਖੇਡ ਮੈਦਾਨ ਤਿਆਰ ਕੀਤੇ ਜਾਣ। ਉਨ੍ਹਾਂ ਸਿਹਤ ਵਿਭਾਗ ਨੂੰ ਨਸ਼ਾ ਛੁਡਾਊ ਕੇਂਦਰਾਂ ਵਿੱਚ ਦਵਾਈਆਂ ਦੀ ਉਪਲੱਬਧਤਾ ਯਕੀਨੀ ਬਣਾਉਣ ਅਤੇ ਪੁਲਿਸ ਵਿਭਾਗ ਨੂੰ ਨਸ਼ਾ ਤਸਕਰਾਂ ਵਿਰੁੱਧ ਸਖ਼ਤ ਕਾਰਵਾਈ ਕਰਨ ਦੇ ਨਿਰਦੇਸ਼ ਦਿੱਤੇ। — [71, 1197, 360, 1368]
story3-divider — [71, 2137, 1439, 2139]
issue-date: 19 FEBRUARY 2023 — [102, 144, 244, 162]
story4-dateline: ਮੋਹਾਲੀ, 18 ਫਰਵਰੀ — [71, 1647, 179, 1663]
story2-photo[interactable] — [379, 1148, 671, 1303]
story6-column-1: ਸ੍ਰੀ ਅਕਾਲ ਤਖ਼ਤ ਸਾਹਿਬ ਦੇ ਜਥੇਦਾਰ ਵੱਲੋਂ ਸ਼੍ਰੋਮਣੀ ਅਕਾਲੀ ਦਲ ਦੀ ਭਰਤੀ ਨੂੰ ਲੈ ਕੇ ਬਣਾਈ ਗਈ ਸੱਤ ਮੈਂਬਰੀ ਕਮੇਟੀ ਦੀ ਅੱਜ ਪਟਿਆਲਾ ਵਿਖੇ ਮੀਟਿੰਗ ਹੋਈ ਜਿਸ 'ਚ ਸਿਰਫ਼ ਪੰਜ ਮੈਂਬਰ ਹੀ ਸ਼ਾਮਲ ਹੋਏ। ਇਸ ਮੌਕੇ ਪੱਤਰਕਾਰਾਂ ਨਾਲ — [71, 2264, 326, 2357]
story5-headline-line1[interactable]: ਬੀ ਜੇ ਪੀ ਦੇ ਜ਼ਿਲ੍ਹਾ ਪ੍ਰਧਾਨ ਐਡਵੋਕੇਟ ਰਾਜਵਿੰਦਰ — [845, 1511, 1347, 1542]
story4-column-1: ਨਸ਼ਾ ਵਿਰੋਧੀ ਮੋਰਚਾ ਵੱਲੋਂ ਇਲਾਕੇ ਦੇ ਪਿੰਡਾਂ ਵਿੱਚ ਲੋਕਾਂ ਨੂੰ ਜਾਗਰੂਕ ਕਰਨ ਲਈ ਇੱਕ ਵਿਸ਼ੇਸ਼ ਮੁਹਿੰਮ ਚਲਾਈ ਗਈ। ਇਸ ਮੌਕੇ ਮੋਰਚੇ ਦੇ ਆਗੂਆਂ ਨੇ ਕਿਹਾ ਕਿ ਪਿੰਡਾਂ ਵਿੱਚ ਨਸ਼ਿਆਂ ਦੇ ਵਧ ਰਹੇ ਰੁਝਾਨ ਨੂੰ ਰੋਕਣ ਲਈ ਨੌਜਵਾਨਾਂ ਨੂੰ ਅੱਗੇ ਆਉਣਾ ਪਵੇਗਾ। ਉਨ੍ਹਾਂ ਕਿਹਾ ਕਿ ਮੋਰਚਾ ਹਰ ਪਿੰਡ ਵਿੱਚ ਕਮੇਟੀਆਂ ਬਣਾ ਕੇ ਨਸ਼ਾ ਤਸਕਰਾਂ ਦੀ ਸੂਚਨਾ ਪ੍ਰਸ਼ਾਸਨ ਤੱਕ ਪਹੁੰਚਾਵੇਗਾ। — [71, 1678, 278, 1849]
edition-label: INDIA — [1197, 108, 1291, 143]
story1-column-2: ਕੰਮਕਾਜ ਦਾ ਫੌਰੀ ਹੱਲ ਕਰਨਾ ਹੈ। ਇਸ ਦੌਰਾਨ ਮੁੱਖ ਮੰਤਰੀ ਨੇ ਸੰਤ ਬਾਬਾ ਅਤਰ ਸਿੰਘ ਜੀ ਦੀ ਯਾਦ ਵਿੱਚ ਹੋਣ ਵਾਲੇ ਸਮਾਗਮ ਦੇ ਪ੍ਰਬੰਧਾਂ ਦਾ ਵੀ ਜਾਇਜ਼ਾ ਲਿਆ। ਮੁੱਖ ਮੰਤਰੀ ਨੇ ਕਿਹਾ ਕਿ ਸੂਬਾ ਸਰਕਾਰ ਇਸ ਸਮਾਗਮ ਵਿੱਚ ਆਉਣ ਵਾਲੀ ਸੰਗਤ ਦੀ ਸਹੂਲਤ ਲਈ ਪੁਖ਼ਤਾ ਪ੍ਰਬੰਧ ਕਰਨ ਲਈ ਵਚਨਬੱਧ ਹੈ। ਉਨ੍ਹਾਂ ਨੇ ਅਧਿਕਾਰੀਆਂ ਨੂੰ ਇਹ ਯਕੀਨੀ ਬਣਾਉਣ ਲਈ ਕਿਹਾ ਕਿ ਇਸ ਕਾਰਜ ਲਈ ਕੋਈ ਕਸਰ ਬਾਕੀ ਨਾ ਛੱਡੀ ਜਾਵੇ। ਭਗਵੰਤ ਸਿੰਘ ਮਾਨ ਨੇ ਕਿਹਾ ਕਿ ਉਹ ਇਸ ਸਬੰਧ ਵਿੱਚ ਜ਼ਿਲ੍ਹਾ ਪ੍ਰਸ਼ਾਸਨ ਵੱਲੋਂ ਕੀਤੇ ਜਾ ਰਹੇ ਪ੍ਰਬੰਧਾਂ ਦੀ ਨਿੱਜੀ ਤੌਰ ਉਤੇ ਨਿਗਰਾਨੀ ਕਰਨਗੇ। ਮੁੱਖ ਮੰਤਰੀ ਨੇ ਇਲਾਕੇ ਵਿੱਚ ਨਿਰਮਾਣ ਅਧੀਨ ਹਸਪਤਾਲ ਦੇ ਵਿਕਾਸ ਕਾਰਜਾਂ ਦਾ ਵੀ ਜਾਇਜ਼ਾ — [348, 743, 602, 1041]
logo-number: 3 — [1366, 62, 1399, 126]
story6-headline[interactable]: ਸ਼੍ਰੋ.ਅ.ਦ. ਭਰਤੀ ਲਈ ਬਣੀ ਕਮੇਟੀ ਵਿਚ 5 ਮੈਂਬਰਾਂ ਨੇ ਕੀਤੀ ਮੀਟਿੰਗ, ਕਿਹਾ — ਅਕਾਲ ਤਖ਼ਤ ਦੇ ਜਥੇਦਾਰ ਨੂੰ ਭੇਜਾਂਗੇ ਭਰਤੀ ਬਾਰੇ ਜਾਣਕਾਰੀ ਦੇਵਾਂਗੇ — [106, 2151, 1405, 2179]
